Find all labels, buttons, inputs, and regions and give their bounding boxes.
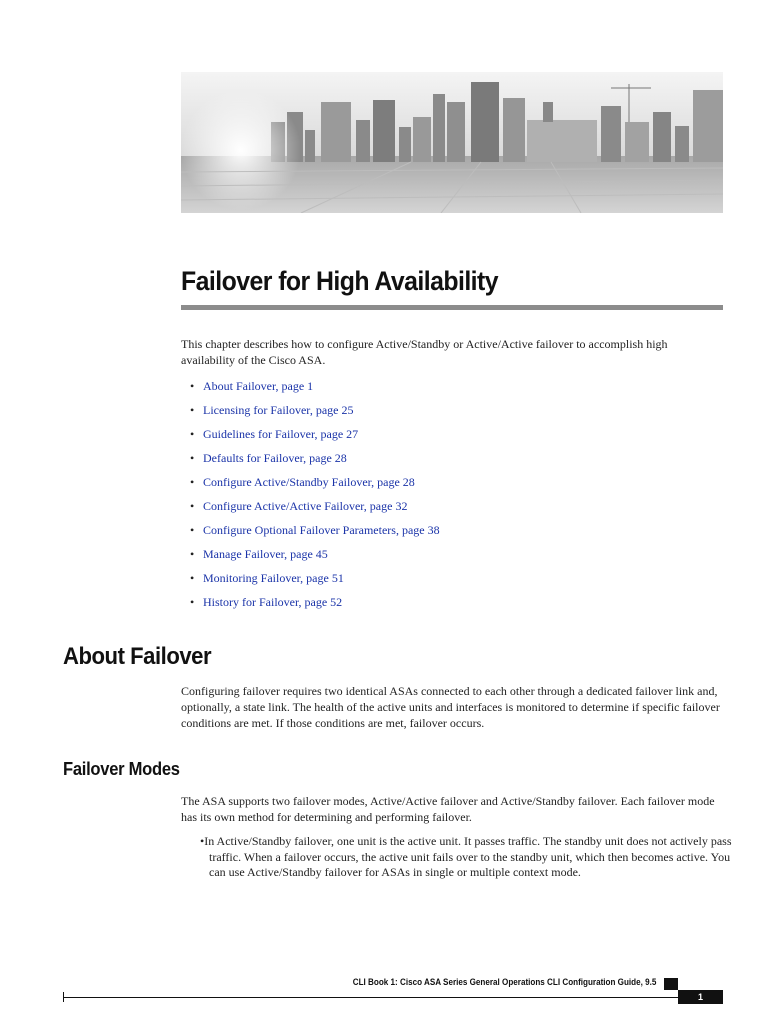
toc-item bbox=[190, 426, 440, 450]
bullet: • bbox=[190, 547, 195, 561]
toc-item bbox=[190, 546, 440, 570]
footer-guide-title: CLI Book 1: Cisco ASA Series General Operations CLI Configuration Guide, 9.5 bbox=[352, 977, 656, 987]
section-heading-failover-modes: Failover Modes bbox=[63, 759, 180, 779]
footer-rule bbox=[63, 997, 723, 998]
toc-item bbox=[190, 474, 440, 498]
title-rule bbox=[181, 305, 723, 310]
toc-item bbox=[190, 570, 440, 594]
section-heading-about-failover: About Failover bbox=[63, 643, 212, 670]
chapter-banner-image bbox=[181, 72, 723, 213]
toc-item bbox=[190, 594, 440, 618]
toc-link-licensing[interactable]: Licensing for Failover, page 25 bbox=[203, 403, 354, 417]
toc-item bbox=[190, 522, 440, 546]
toc-link-active-standby[interactable]: Configure Active/Standby Failover, page 28 bbox=[203, 475, 415, 489]
bullet: • bbox=[190, 379, 195, 393]
active-standby-bullet bbox=[200, 834, 733, 881]
bullet: • bbox=[200, 834, 205, 848]
toc-link-about-failover[interactable]: About Failover, page 1 bbox=[203, 379, 314, 393]
bullet: • bbox=[190, 427, 195, 441]
bullet: • bbox=[190, 451, 195, 465]
toc-link-guidelines[interactable]: Guidelines for Failover, page 27 bbox=[203, 427, 359, 441]
toc-link-manage[interactable]: Manage Failover, page 45 bbox=[203, 547, 328, 561]
toc-link-defaults[interactable]: Defaults for Failover, page 28 bbox=[203, 451, 347, 465]
toc-link-optional-params[interactable]: Configure Optional Failover Parameters, page 38 bbox=[203, 523, 440, 537]
bullet: • bbox=[190, 523, 195, 537]
toc-list bbox=[190, 378, 440, 618]
bullet: • bbox=[190, 571, 195, 585]
bullet: • bbox=[190, 475, 195, 489]
toc-item bbox=[190, 450, 440, 474]
chapter-title: Failover for High Availability bbox=[181, 266, 499, 296]
active-standby-bullet-text: In Active/Standby failover, one unit is the active unit. It passes traffic. The standby unit does not actively pass traffic. When a failover occurs, the active unit fails over to the standby unit, which then becomes active. You can use Active/Standby failover for ASAs in single or multiple context mode. bbox=[204, 834, 732, 879]
toc-link-history[interactable]: History for Failover, page 52 bbox=[203, 595, 343, 609]
toc-item bbox=[190, 402, 440, 426]
page-number: 1 bbox=[678, 990, 723, 1004]
toc-link-monitoring[interactable]: Monitoring Failover, page 51 bbox=[203, 571, 344, 585]
toc-link-active-active[interactable]: Configure Active/Active Failover, page 32 bbox=[203, 499, 408, 513]
bullet: • bbox=[190, 595, 195, 609]
chapter-intro: This chapter describes how to configure Active/Standby or Active/Active failover to accomplish high availability of the Cisco ASA. bbox=[181, 337, 668, 367]
failover-modes-paragraph: The ASA supports two failover modes, Active/Active failover and Active/Standby failover. Each failover mode has its own method for determining and performing failover. bbox=[181, 794, 715, 824]
toc-item bbox=[190, 498, 440, 522]
bullet: • bbox=[190, 403, 195, 417]
toc-item bbox=[190, 378, 440, 402]
about-failover-paragraph: Configuring failover requires two identical ASAs connected to each other through a dedicated failover link and, optionally, a state link. The health of the active units and interfaces is monitored to determine if specific failover conditions are met. If those conditions are met, failover occurs. bbox=[181, 684, 720, 730]
footer-marker bbox=[664, 978, 678, 990]
bullet: • bbox=[190, 499, 195, 513]
footer-tick bbox=[63, 992, 64, 1002]
